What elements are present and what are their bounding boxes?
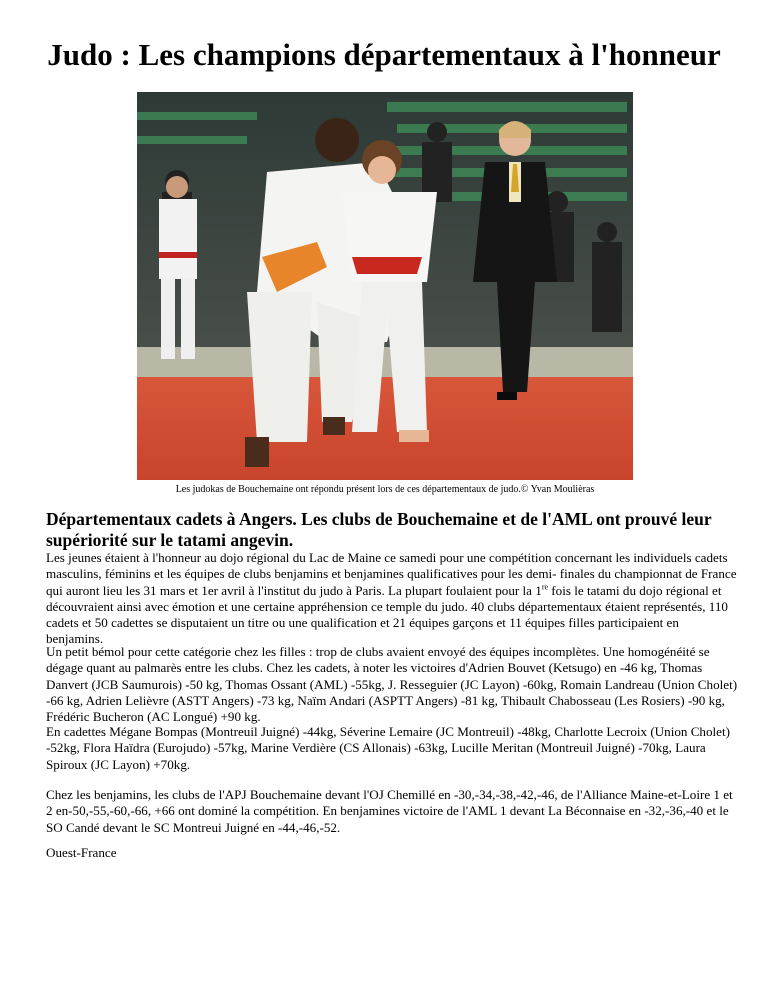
article-subtitle: Départementaux cadets à Angers. Les clubs de Bouchemaine et de l'AML ont prouvé leur supériorité sur le tatami angevin. xyxy=(46,509,712,550)
paragraph-intro: Les jeunes étaient à l'honneur au dojo régional du Lac de Maine ce samedi pour une compétition concernant les individuels cadets masculins, féminins et les équipes de clubs benjamins et benjamines qualificatives pour les demi- finales du championnat de France qui auront lieu les 31 mars et 1er avril à l'institut du judo à Paris. La plupart foulaient pour la 1re fois le tatami du dojo régional et découvraient ainsi avec émotion et une certaine appréhension ce temple du judo. 40 clubs départementaux étaient représentés, 110 cadets et 50 cadettes se disputaient un titre ou une qualification et 21 équipes garçons et 11 équipes filles participaient en benjamins. xyxy=(46,550,737,647)
article-title: Judo : Les champions départementaux à l'honneur xyxy=(47,37,721,72)
paragraph-cadettes: En cadettes Mégane Bompas (Montreuil Juigné) -44kg, Séverine Lemaire (JC Montreuil) -48kg, Charlotte Lecroix (Union Cholet) -52kg, Flora Haïdra (Eurojudo) -57kg, Marine Verdière (CS Allonais) -63kg, Lucille Meritan (Montreuil Juigné) -70kg, Laura Spiroux (JC Layon) +70kg. xyxy=(46,724,730,772)
photo-caption: Les judokas de Bouchemaine ont répondu présent lors de ces départementaux de judo.© Yvan Moulièras xyxy=(175,484,595,495)
judo-photo xyxy=(137,92,633,480)
paragraph-benjamins: Chez les benjamins, les clubs de l'APJ Bouchemaine devant l'OJ Chemillé en -30,-34,-38,-42,-46, de l'Alliance Maine-et-Loire 1 et 2 en-50,-55,-60,-66, +66 ont dominé la compétition. En benjamines victoire de l'AML 1 devant La Béconnaise en -32,-36,-40 et le SO Candé devant le SC Montreui Juigné en -44,-46,-52. xyxy=(46,787,733,835)
paragraph-cadets: Un petit bémol pour cette catégorie chez les filles : trop de clubs avaient envoyé des équipes incomplètes. Une homogénéité se dégage quant au palmarès entre les clubs. Chez les cadets, à noter les victoires d'Adrien Bouvet (Ketsugo) en -46 kg, Thomas Danvert (JCB Saumurois) -50 kg, Thomas Ossant (AML) -55kg, J. Resseguier (JC Layon) -60kg, Romain Landreau (Union Cholet) -66 kg, Adrien Lelièvre (ASTT Angers) -73 kg, Naïm Andari (ASPTT Angers) -81 kg, Thibault Chabosseau (Les Rosiers) -90 kg, Frédéric Bucheron (AC Longué) +90 kg. xyxy=(46,644,738,725)
article-source: Ouest-France xyxy=(46,845,117,860)
